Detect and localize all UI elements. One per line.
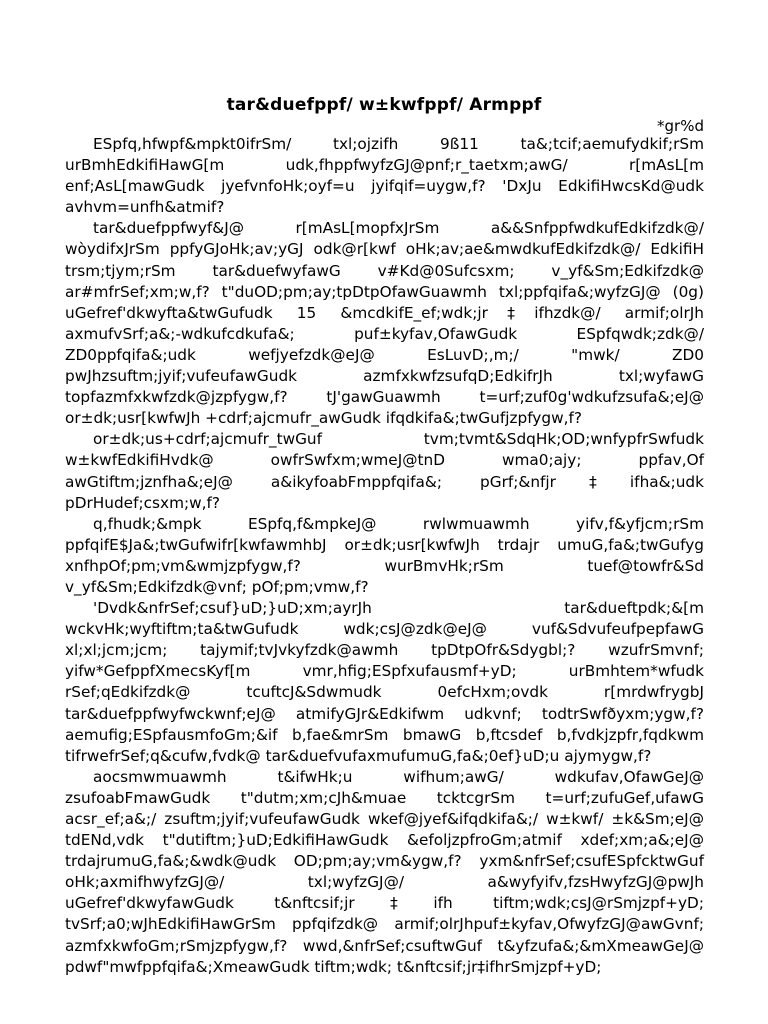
paragraph: aocsmwmuawmh t&ifwHk;u wifhum;awG/ wdkufav,OfawGeJ@ zsufoabFmawGudk t"dutm;xm;cJh&muae tcktcgrSm t=urf;zufuGef,ufawG acsr_ef;a&;/ zsuftm;jyif;vufeufawGudk wkef@jyef&ifqdkifa&;/ w±kwf/ ±k&Sm;eJ@ tdENd,vdk t"dutiftm;}uD;EdkifiHawGudk &efoljzpfroGm;atmif xdef;xm;a&;eJ@ trdajrumuG,fa&;&wdk@udk OD;pm;ay;vm&ygw,f? yxm&nfrSef;csufESpfcktwGuf oHk;axmifhwyfzGJ@/ txl;wyfzGJ@/ a&wyfyifv,fzsHwyfzGJ@pwJh uGefref'dkwyfawGudk t&nftcsif;jr‡ifh tiftm;wdk;csJ@rSmjzpf+yD; tvSrf;a0;wJhEdkifiHawGrSm ppfqifzdk@ armif;olrJhpuf±kyfav,OfwyfzGJ@awGvnf; azmfxkwfoGm;rSmjzpfygw,f? wwd,&nfrSef;csuftwGuf t&yfzufa&;&mXmeawGeJ@ pdwf"mwfppfqifa&;XmeawGudk tiftm;wdk; t&nftcsif;jr‡ifhrSmjzpf+yD;	[65, 767, 704, 976]
paragraph: ESpfq,hfwpf&mpkt0ifrSm/ txl;ojzifh 9ß11 ta&;tcif;aemufydkif;rSm urBmhEdkifiHawG[m udk,fhppfwyfzGJ@pnf;r_taetxm;awG/ r[mAsL[m enf;AsL[mawGudk jyefvnfoHk;oyf=u jyifqif=uygw,f? 'DxJu EdkifiHwcsKd@udk avhvm=unfh&atmif?	[65, 135, 704, 217]
document-title: tar&duefppf/ w±kwfppf/ Armppf	[226, 95, 542, 115]
paragraph: tar&duefppfwyf&J@ r[mAsL[mopfxJrSm a&&SnfppfwdkufEdkifzdk@/ wòydifxJrSm ppfyGJoHk;av;yGJ odk@r[kwf oHk;av;ae&mwdkufEdkifzdk@/ EdkifiH trsm;tjym;rSm tar&duefwyfawG v#Kd@0Sufcsxm; v_yf&Sm;Edkifzdk@ ar#mfrSef;xm;w,f? t"duOD;pm;ay;tpDtpOfawGuawmh txl;ppfqifa&;wyfzGJ@ (0g) uGefref'dkwyfta&twGufudk 15 &mcdkifE_ef;wdk;jr‡ifhzdk@/ armif;olrJh axmufvSrf;a&;-wdkufcdkufa&; puf±kyfav,OfawGudk ESpfqwdk;zdk@/ ZD0ppfqifa&;udk wefjyefzdk@eJ@ EsLuvD;,m;/ "mwk/ ZD0 pwJhzsuftm;jyif;vufeufawGudk azmfxkwfzsufqD;EdkifrJh txl;wyfawG topfazmfxkwfzdk@jzpfygw,f? tJ'gawGuawmh t=urf;zuf0g'wdkufzsufa&;eJ@ or±dk;usr[kwfwJh +cdrf;ajcmufr_awGudk ifqdkifa&;twGufjzpfygw,f?	[65, 219, 704, 428]
date-note: *gr%d	[657, 117, 704, 135]
article-body	[65, 134, 704, 978]
paragraph: q,fhudk;&mpk ESpfq,f&mpkeJ@ rwlwmuawmh yifv,f&yfjcm;rSm ppfqifE$Ja&;twGufwifr[kwfawmhbJ or±dk;usr[kwfwJh trdajr umuG,fa&;twGufyg xnfhpOf;pm;vm&wmjzpfygw,f? wurBmvHk;rSm tuef@towfr&Sd v_yf&Sm;Edkifzdk@vnf; pOf;pm;vmw,f?	[65, 514, 704, 596]
paragraph: 'Dvdk&nfrSef;csuf}uD;}uD;xm;ayrJh tar&dueftpdk;&[m wckvHk;wyftiftm;ta&twGufudk wdk;csJ@zdk@eJ@ vuf&SdvufeufpepfawG xl;xl;jcm;jcm; tajymif;tvJvkyfzdk@awmh tpDtpOfr&Sdygbl;? wzufrSmvnf; yifw*GefppfXmecsKyf[m vmr,hfig;ESpfxufausmf+yD; urBmhtem*wfudk rSef;qEdkifzdk@ tcuftcJ&Sdwmudk 0efcHxm;ovdk r[mrdwfrygbJ tar&duefppfwyfwckwnf;eJ@ atmifyGJr&Edkifwm udkvnf; todtrSwfðyxm;ygw,f? aemufig;ESpfausmfoGm;&if b,fae&mrSm bmawG b,ftcsdef b,fvdkjzpfr,fqdkwm tifrwefrSef;q&cufw,fvdk@ tar&duefvufaxmufumuG,fa&;0ef}uD;u ajymygw,f?	[65, 599, 704, 765]
paragraph: or±dk;us+cdrf;ajcmufr_twGuf tvm;tvmt&SdqHk;OD;wnfypfrSwfudk w±kwfEdkifiHvdk@ owfrSwfxm;wmeJ@tnD wma0;ajy; ppfav,Of awGtiftm;jznfha&;eJ@ a&ikyfoabFmppfqifa&; pGrf;&nfjr‡ifha&;udk pDrHudef;csxm;w,f?	[65, 430, 704, 512]
